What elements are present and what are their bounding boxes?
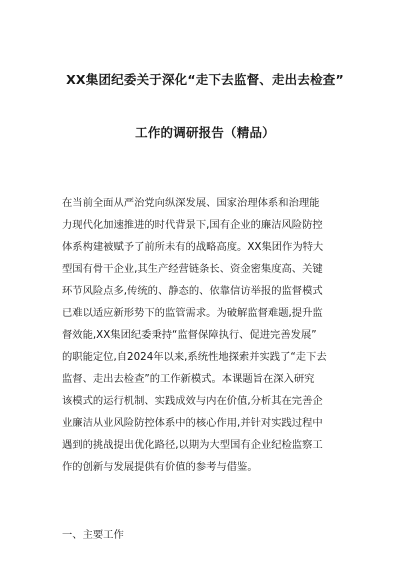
- paragraph-line: 该模式的运行机制、实践成效与内在价值,分析其在完善企: [62, 395, 323, 407]
- paragraph-line: 业廉洁从业风险防控体系中的核心作用,并针对实践过程中: [62, 417, 323, 429]
- document-title-line-2: 工作的调研报告（精品）: [135, 125, 275, 140]
- paragraph-line: 遇到的挑战提出优化路径,以期为大型国有企业纪检监察工: [62, 439, 323, 451]
- document-title-line-1: XX集团纪委关于深化“走下去监督、走出去检查”: [66, 72, 344, 87]
- section-heading: 一、主要工作: [62, 529, 124, 541]
- paragraph-line: 已难以适应新形势下的监管需求。为破解监督难题,提升监: [62, 307, 323, 319]
- paragraph-line: 在当前全面从严治党向纵深发展、国家治理体系和治理能: [62, 197, 320, 209]
- paragraph-line: 力现代化加速推进的时代背景下,国有企业的廉洁风险防控: [62, 219, 323, 231]
- paragraph-line: 型国有骨干企业,其生产经营链条长、资金密集度高、关键: [62, 263, 323, 275]
- paragraph-line: 作的创新与发展提供有价值的参考与借鉴。: [62, 461, 258, 473]
- paragraph-line: 监督、走出去检查”的工作新模式。本课题旨在深入研究: [62, 373, 315, 385]
- paragraph-line: 督效能,XX集团纪委秉持“监督保障执行、促进完善发展”: [62, 329, 317, 341]
- paragraph-line: 环节风险点多,传统的、静态的、依靠信访举报的监督模式: [62, 285, 323, 297]
- intro-paragraph: [62, 192, 362, 478]
- paragraph-line: 的职能定位,自2024年以来,系统性地探索并实践了“走下去: [62, 351, 327, 363]
- paragraph-line: 体系构建被赋予了前所未有的战略高度。XX集团作为特大: [62, 241, 324, 253]
